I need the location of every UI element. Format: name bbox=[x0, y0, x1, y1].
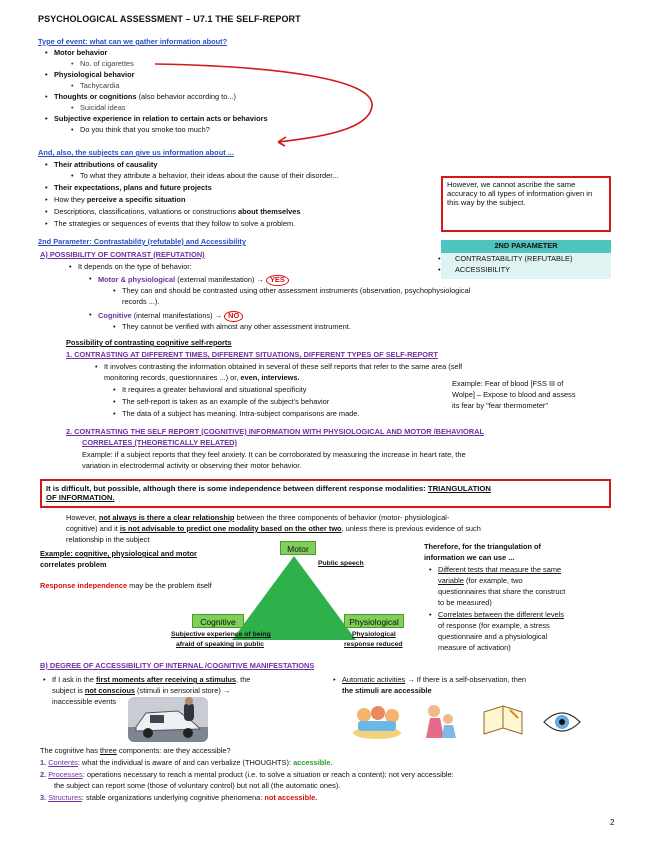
list-item: • The strategies or sequences of events that they follow to solve a problem. bbox=[54, 220, 295, 229]
list-item: • Motor behavior bbox=[54, 49, 107, 58]
physiological-caption: Physiological bbox=[352, 631, 396, 638]
cognitive-question: The cognitive has three components: are they accessible? bbox=[40, 746, 231, 755]
numbered-heading-1: 1. CONTRASTING AT DIFFERENT TIMES, DIFFERENT SITUATIONS, DIFFERENT TYPES OF SELF-REPORT bbox=[66, 350, 438, 359]
motor-box: Motor bbox=[280, 541, 316, 555]
list-item: • Suicidal ideas bbox=[80, 104, 126, 113]
list-item-continuation: inaccessible events bbox=[52, 697, 117, 706]
section-heading-b: B) DEGREE OF ACCESSIBILITY OF INTERNAL /COGNITIVE MANIFESTATIONS bbox=[40, 661, 315, 670]
list-item: • It involves contrasting the information obtained in several of these self reports that refer to the same area (self bbox=[104, 363, 462, 372]
relationship-text: relationship in the subject bbox=[66, 535, 150, 544]
triangulation-heading: Therefore, for the triangulation of bbox=[424, 542, 542, 551]
fear-example-line: Wolpe] – Expose to blood and assess bbox=[452, 390, 576, 399]
list-item: • If I ask in the first moments after receiving a stimulus, the bbox=[52, 676, 250, 685]
list-item: • To what they attribute a behavior, their ideas about the cause of their disorder... bbox=[80, 172, 338, 181]
mother-child-icon bbox=[420, 702, 460, 740]
list-item: • Descriptions, classifications, valuations or constructions about themselves bbox=[54, 208, 300, 217]
list-item-continuation: monitoring records, questionnaires ...) or, even, interviews. bbox=[104, 373, 300, 382]
list-item: • Cognitive (internal manifestations) → NO bbox=[98, 311, 243, 322]
cognitive-caption: afraid of speaking in public bbox=[176, 641, 264, 648]
section-heading-event-types: Type of event: what can we gather information about? bbox=[38, 37, 228, 46]
triangulation-heading: information we can use ... bbox=[424, 553, 515, 562]
numbered-heading-2-cont: CORRELATES (THEORETICALLY RELATED) bbox=[82, 438, 237, 447]
list-item: • Thoughts or cognitions (also behavior according to...) bbox=[54, 93, 236, 102]
list-item: • Different tests that measure the same bbox=[438, 566, 561, 575]
relationship-text: However, not always is there a clear relationship between the three components of behavior (motor- physiological- bbox=[66, 513, 450, 522]
family-meal-icon bbox=[352, 703, 402, 739]
page-title: PSYCHOLOGICAL ASSESSMENT – U7.1 THE SELF-REPORT bbox=[38, 14, 301, 24]
fear-example-line: its fear by "fear thermometer" bbox=[452, 401, 549, 410]
open-book-icon bbox=[482, 704, 524, 740]
list-item: • Automatic activities → If there is a self-observation, then bbox=[342, 676, 526, 685]
component-processes-cont: the subject can report some (those of voluntary control) but not all (the automatic ones). bbox=[54, 781, 341, 790]
list-item-continuation: of response (for example, a stress bbox=[438, 621, 550, 630]
component-structures: 3. Structures: stable organizations underlying cognitive phenomena: not accessible. bbox=[40, 793, 318, 802]
list-item: • No. of cigarettes bbox=[80, 60, 134, 69]
list-item: • Subjective experience in relation to certain acts or behaviors bbox=[54, 115, 268, 124]
car-crash-photo bbox=[128, 697, 208, 742]
list-item: • CONTRASTABILITY (REFUTABLE) bbox=[447, 255, 605, 264]
list-item-continuation: questionnaires that share the construct bbox=[438, 587, 566, 596]
subheading-possibility: Possibility of contrasting cognitive self-reports bbox=[66, 338, 232, 347]
cognitive-caption: Subjective experience of being bbox=[171, 631, 271, 638]
triangulation-box: It is difficult, but possible, although there is some independence between different response modalities: TRIANGULATION OF INFORMATION. bbox=[40, 479, 611, 508]
parameter-box-title: 2ND PARAMETER bbox=[441, 240, 611, 253]
list-item-continuation: to be measured) bbox=[438, 598, 492, 607]
page-number: 2 bbox=[610, 818, 615, 827]
section-heading-2nd-parameter: 2nd Parameter: Contrastability (refutable) and Accessibility bbox=[38, 237, 246, 246]
list-item: • They can and should be contrasted using other assessment instruments (observation, psychophysiological bbox=[122, 287, 470, 296]
list-item: • Correlates between the different levels bbox=[438, 611, 564, 620]
relationship-text: cognitive) and it is not advisable to predict one modality based on the other two, unless there is previous evidence of such bbox=[66, 524, 481, 533]
section-heading-subjects-info: And, also, the subjects can give us information about ... bbox=[38, 148, 234, 157]
list-item: • Do you think that you smoke too much? bbox=[80, 126, 210, 135]
accuracy-note-box: However, we cannot ascribe the same accuracy to all types of information given in this way by the subject. bbox=[441, 176, 611, 232]
list-item: • It requires a greater behavioral and situational specificity bbox=[122, 386, 306, 395]
fear-example-line: Example: Fear of blood [FSS III of bbox=[452, 379, 564, 388]
list-item: • Tachycardia bbox=[80, 82, 119, 91]
list-item: • Their attributions of causality bbox=[54, 161, 157, 170]
section-heading-a: A) POSSIBILITY OF CONTRAST (REFUTATION) bbox=[40, 250, 205, 259]
cognitive-box: Cognitive bbox=[192, 614, 244, 628]
list-item: • The data of a subject has meaning. Intra-subject comparisons are made. bbox=[122, 410, 359, 419]
list-item-continuation: questionnaire and a physiological bbox=[438, 632, 548, 641]
red-curved-arrow bbox=[150, 58, 380, 148]
list-item-continuation: subject is not conscious (stimuli in sensorial store) → bbox=[52, 686, 231, 695]
response-independence-text: Response independence may be the problem itself bbox=[40, 581, 212, 590]
list-item-continuation: the stimuli are accessible bbox=[342, 686, 432, 695]
component-processes: 2. Processes: operations necessary to reach a mental product (i.e. to solve a situation or reach a content): not very accessible: bbox=[40, 770, 454, 779]
example-text: variation in electrodermal activity or observing their motor behavior. bbox=[82, 461, 302, 470]
physiological-box: Physiological bbox=[344, 614, 404, 628]
list-item: • It depends on the type of behavior: bbox=[78, 263, 192, 272]
numbered-heading-2: 2. CONTRASTING THE SELF REPORT (COGNITIVE) INFORMATION WITH PHYSIOLOGICAL AND MOTOR /BEHAVIORAL bbox=[66, 427, 484, 436]
eye-icon bbox=[542, 706, 582, 738]
parameter-box bbox=[441, 253, 611, 279]
triangle-example-label: Example: cognitive, physiological and motor bbox=[40, 549, 197, 558]
list-item: • They cannot be verified with almost any other assessment instrument. bbox=[122, 323, 351, 332]
list-item: • ACCESSIBILITY bbox=[447, 266, 605, 275]
list-item: • Motor & physiological (external manifestation) → YES bbox=[98, 275, 289, 286]
list-item-continuation: measure of activation) bbox=[438, 643, 511, 652]
component-contents: 1. Contents: what the individual is aware of and can verbalize (THOUGHTS): accessible. bbox=[40, 758, 333, 767]
list-item-continuation: variable (for example, two bbox=[438, 576, 523, 585]
list-item-continuation: records ...). bbox=[122, 297, 160, 306]
list-item: • The self-report is taken as an example of the subject's behavior bbox=[122, 398, 329, 407]
list-item: • How they perceive a specific situation bbox=[54, 196, 185, 205]
physiological-caption: response reduced bbox=[344, 641, 403, 648]
triangle-example-label: correlates problem bbox=[40, 560, 107, 569]
list-item: • Their expectations, plans and future projects bbox=[54, 184, 212, 193]
list-item: • Physiological behavior bbox=[54, 71, 135, 80]
example-text: Example: if a subject reports that they feel anxiety. It can be corroborated by measuring the increase in heart rate, the bbox=[82, 450, 466, 459]
public-speech-label: Public speech bbox=[318, 560, 364, 567]
